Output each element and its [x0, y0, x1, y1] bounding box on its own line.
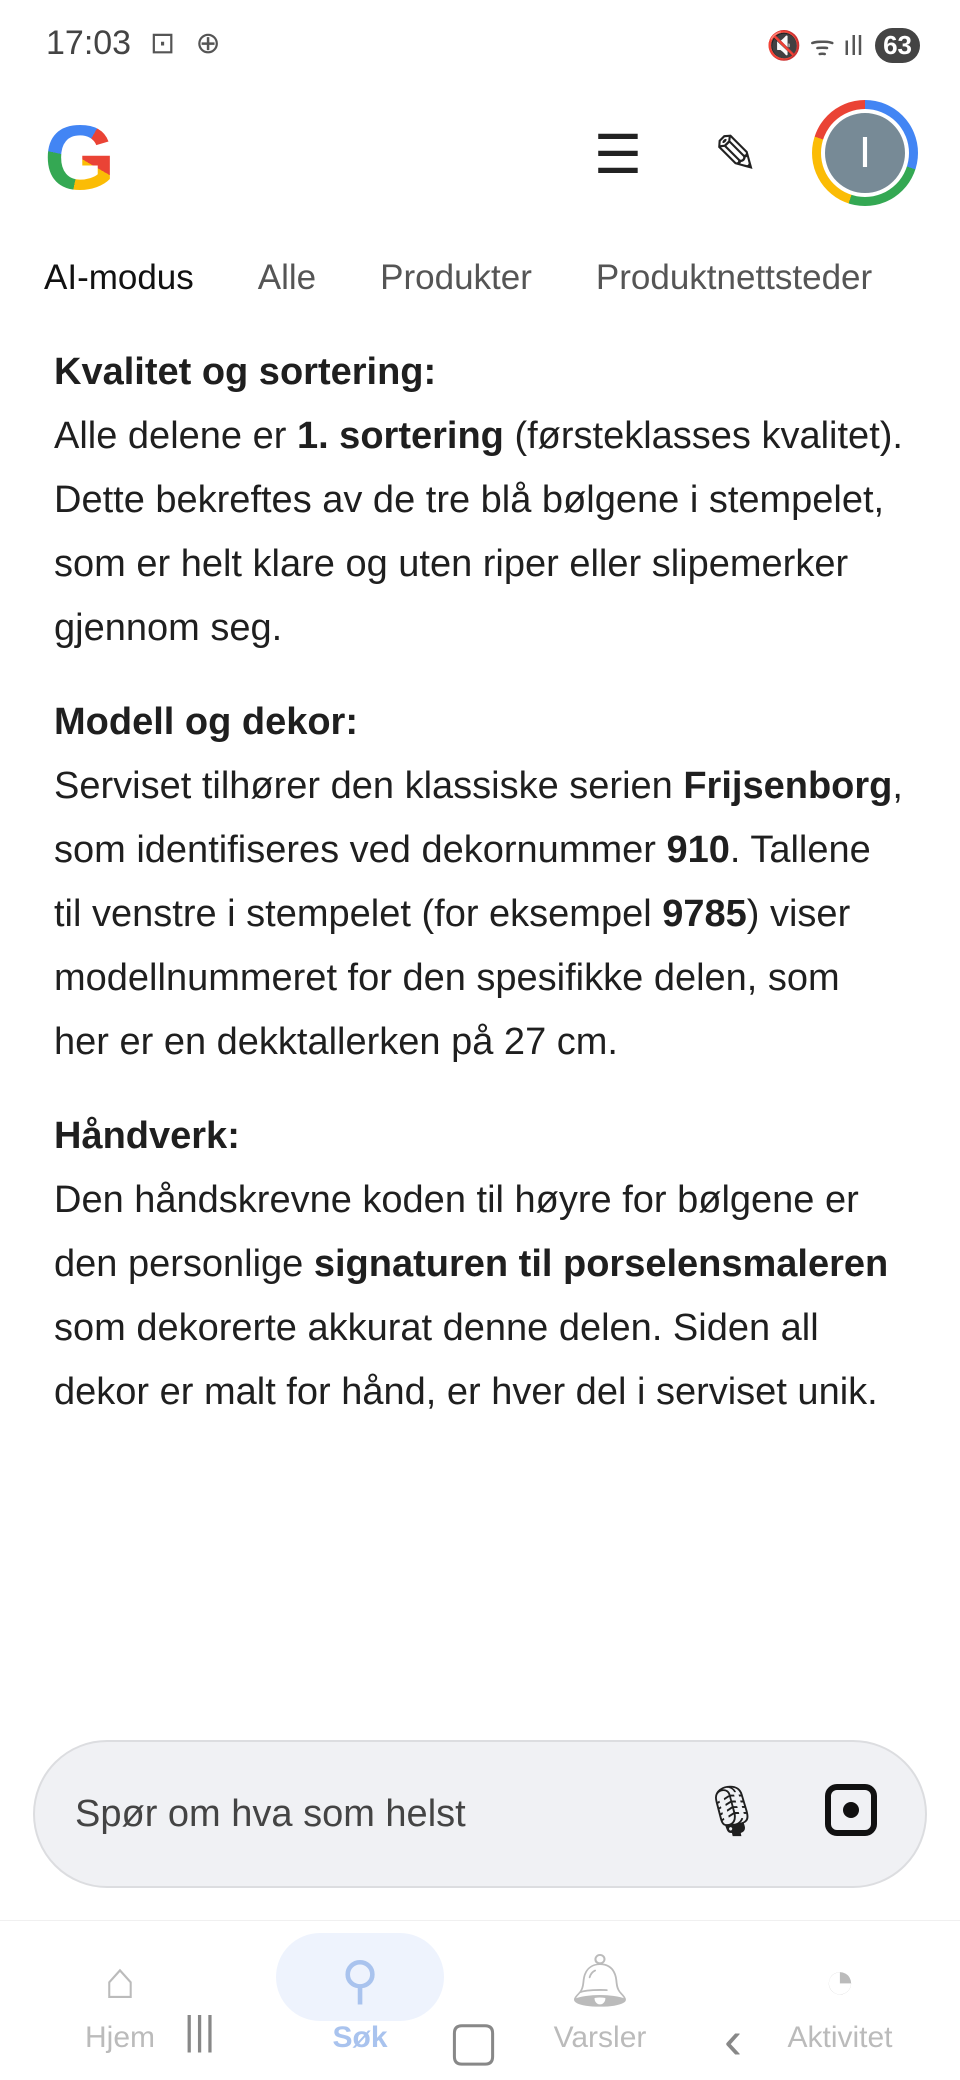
- home-icon: ⌂: [104, 1952, 136, 2010]
- nav-varsler[interactable]: [520, 1941, 680, 2055]
- new-chat-edit-icon[interactable]: ✎: [713, 124, 759, 185]
- nav-hjem[interactable]: [40, 1941, 200, 2055]
- text: , som identifiseres ved dekornummer: [54, 765, 903, 871]
- nav-aktivitet[interactable]: [760, 1941, 920, 2055]
- section-heading: Kvalitet og sortering:: [54, 351, 437, 393]
- nav-sok[interactable]: [280, 1941, 440, 2055]
- bold-text: 910: [666, 829, 730, 871]
- connectivity-icons: 🔇 ᯤ ıll: [766, 30, 864, 61]
- section-text: [54, 754, 904, 1074]
- nav-label: Hjem: [84, 2021, 155, 2054]
- activity-icon: ◔: [824, 1952, 856, 2010]
- bold-text: 9785: [662, 893, 747, 935]
- answer-section: [54, 1104, 904, 1424]
- back-button[interactable]: ‹: [724, 2010, 742, 2070]
- bold-text: 1. sortering: [296, 415, 504, 457]
- search-input[interactable]: [75, 1782, 675, 1846]
- tab-alle[interactable]: Alle: [257, 258, 317, 297]
- battery-indicator: 63: [875, 28, 920, 63]
- tab-produktnettsteder[interactable]: Produktnettsteder: [595, 258, 873, 297]
- account-avatar[interactable]: [812, 100, 918, 206]
- text: Den håndskrevne koden til høyre for bølgene er den personlige: [54, 1179, 859, 1285]
- section-heading: Håndverk:: [54, 1115, 240, 1157]
- app-header: [0, 100, 960, 210]
- clock: 17:03: [46, 24, 132, 62]
- notification-icons: ⊡ ⊕: [150, 27, 227, 60]
- nav-label: Varsler: [553, 2021, 647, 2054]
- search-tabs: [44, 258, 872, 298]
- nav-label: Aktivitet: [787, 2021, 893, 2054]
- text: Alle delene er: [54, 415, 297, 457]
- avatar-initial: I: [821, 109, 909, 197]
- google-lens-icon[interactable]: [825, 1784, 877, 1836]
- home-button[interactable]: ▢: [448, 2011, 500, 2071]
- nav-label: Søk: [332, 2021, 388, 2054]
- recent-apps-button[interactable]: |||: [184, 2009, 216, 2053]
- text: (førsteklasses kvalitet). Dette bekreftes av de tre blå bølgene i stempelet, som er helt klare og uten riper eller slipemerker gjennom seg.: [54, 415, 903, 649]
- section-heading: Modell og dekor:: [54, 701, 358, 743]
- bottom-navigation: [0, 1920, 960, 2080]
- search-bar[interactable]: [33, 1740, 927, 1888]
- google-logo[interactable]: G: [44, 107, 116, 209]
- text: ) viser modellnummeret for den spesifikke delen, som her er en dekktallerken på 27 cm.: [54, 893, 851, 1063]
- answer-section: [54, 340, 904, 660]
- tab-produkter[interactable]: Produkter: [380, 258, 532, 297]
- text: Serviset tilhører den klassiske serien: [54, 765, 684, 807]
- status-bar: [0, 0, 960, 90]
- bell-icon: 🔔︎: [566, 1952, 633, 2010]
- bold-text: Frijsenborg: [683, 765, 893, 807]
- ai-history-icon[interactable]: ☰: [593, 124, 643, 185]
- section-text: [54, 1168, 904, 1424]
- text: som dekorerte akkurat denne delen. Siden all dekor er malt for hånd, er hver del i serviset unik.: [54, 1307, 878, 1413]
- bold-text: signaturen til porselensmaleren: [313, 1243, 889, 1285]
- microphone-icon[interactable]: 🎙︎: [700, 1783, 764, 1839]
- section-text: [54, 404, 904, 660]
- answer-section: [54, 690, 904, 1074]
- text: . Tallene til venstre i stempelet (for eksempel: [54, 829, 871, 935]
- ai-answer: [54, 340, 904, 1454]
- search-icon: ⚲: [340, 1952, 380, 2010]
- tab-ai-modus[interactable]: AI-modus: [44, 258, 194, 297]
